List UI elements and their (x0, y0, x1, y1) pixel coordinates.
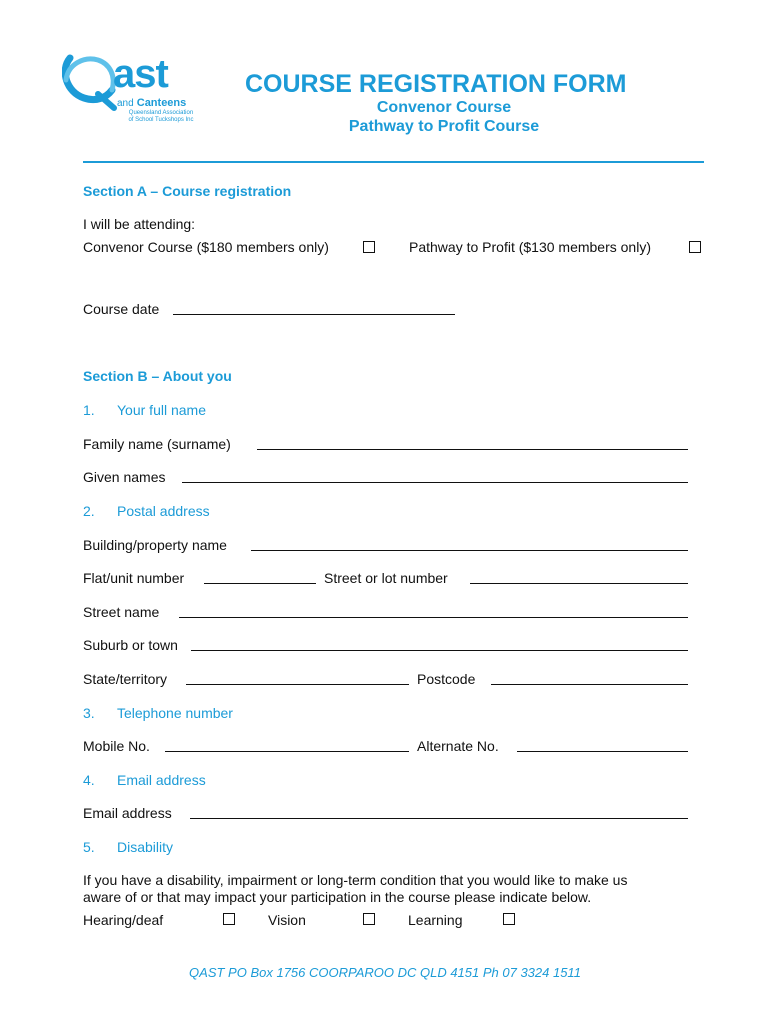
given-names-label: Given names (83, 469, 166, 485)
logo-subtext (124, 110, 198, 124)
state-field[interactable] (186, 684, 409, 685)
mobile-label: Mobile No. (83, 738, 150, 754)
footer-address: QAST PO Box 1756 COORPAROO DC QLD 4151 Ph 07 3324 1511 (189, 965, 581, 980)
section-a-heading: Section A – Course registration (83, 183, 292, 199)
subtitle-pathway: Pathway to Profit Course (348, 118, 540, 135)
subtitle-convenor: Convenor Course (376, 99, 512, 116)
alternate-label: Alternate No. (417, 738, 499, 754)
given-names-field[interactable] (182, 482, 688, 483)
q1-label: Your full name (117, 402, 206, 418)
q3-label: Telephone number (117, 705, 233, 721)
vision-label: Vision (268, 912, 306, 928)
attending-label: I will be attending: (83, 216, 196, 232)
logo-canteens (117, 97, 186, 109)
family-name-field[interactable] (257, 449, 688, 450)
street-lot-label: Street or lot number (324, 570, 448, 586)
email-label: Email address (83, 805, 172, 821)
logo-sub-line2: of School Tuckshops Inc (128, 117, 194, 123)
suburb-label: Suburb or town (83, 637, 178, 653)
postcode-label: Postcode (417, 671, 476, 687)
email-field[interactable] (190, 818, 688, 819)
logo-and: and (117, 98, 134, 109)
q4-label: Email address (117, 772, 206, 788)
pathway-checkbox[interactable] (689, 241, 701, 253)
flat-label: Flat/unit number (83, 570, 185, 586)
hearing-checkbox[interactable] (223, 913, 235, 925)
hearing-label: Hearing/deaf (83, 912, 164, 928)
state-label: State/territory (83, 671, 168, 687)
q5-label: Disability (117, 839, 174, 855)
building-label: Building/property name (83, 537, 227, 553)
logo-wordmark: ast (113, 52, 168, 96)
logo-canteens-text: Canteens (136, 97, 187, 109)
family-name-label: Family name (surname) (83, 436, 231, 452)
pathway-option-label: Pathway to Profit ($130 members only) (409, 239, 651, 255)
q2-number: 2. (83, 503, 95, 519)
course-date-field[interactable] (173, 314, 455, 315)
header-divider (83, 161, 704, 163)
q1-number: 1. (83, 402, 95, 418)
alternate-field[interactable] (517, 751, 688, 752)
convenor-option-label: Convenor Course ($180 members only) (83, 239, 329, 255)
flat-field[interactable] (204, 583, 316, 584)
learning-label: Learning (408, 912, 463, 928)
disability-text-line1: If you have a disability, impairment or long-term condition that you would like to make us (83, 872, 628, 888)
disability-text-line2: aware of or that may impact your participation in the course please indicate below. (83, 889, 592, 905)
street-name-label: Street name (83, 604, 160, 620)
building-field[interactable] (251, 550, 688, 551)
form-title: COURSE REGISTRATION FORM (245, 70, 627, 98)
mobile-field[interactable] (165, 751, 409, 752)
section-b-heading: Section B – About you (83, 368, 232, 384)
vision-checkbox[interactable] (363, 913, 375, 925)
street-lot-field[interactable] (470, 583, 688, 584)
course-date-label: Course date (83, 301, 160, 317)
q5-number: 5. (83, 839, 95, 855)
q2-label: Postal address (117, 503, 210, 519)
logo-sub-line1: Queensland Association (128, 110, 194, 116)
q4-number: 4. (83, 772, 95, 788)
convenor-checkbox[interactable] (363, 241, 375, 253)
learning-checkbox[interactable] (503, 913, 515, 925)
suburb-field[interactable] (191, 650, 688, 651)
street-name-field[interactable] (179, 617, 688, 618)
q3-number: 3. (83, 705, 95, 721)
postcode-field[interactable] (491, 684, 688, 685)
